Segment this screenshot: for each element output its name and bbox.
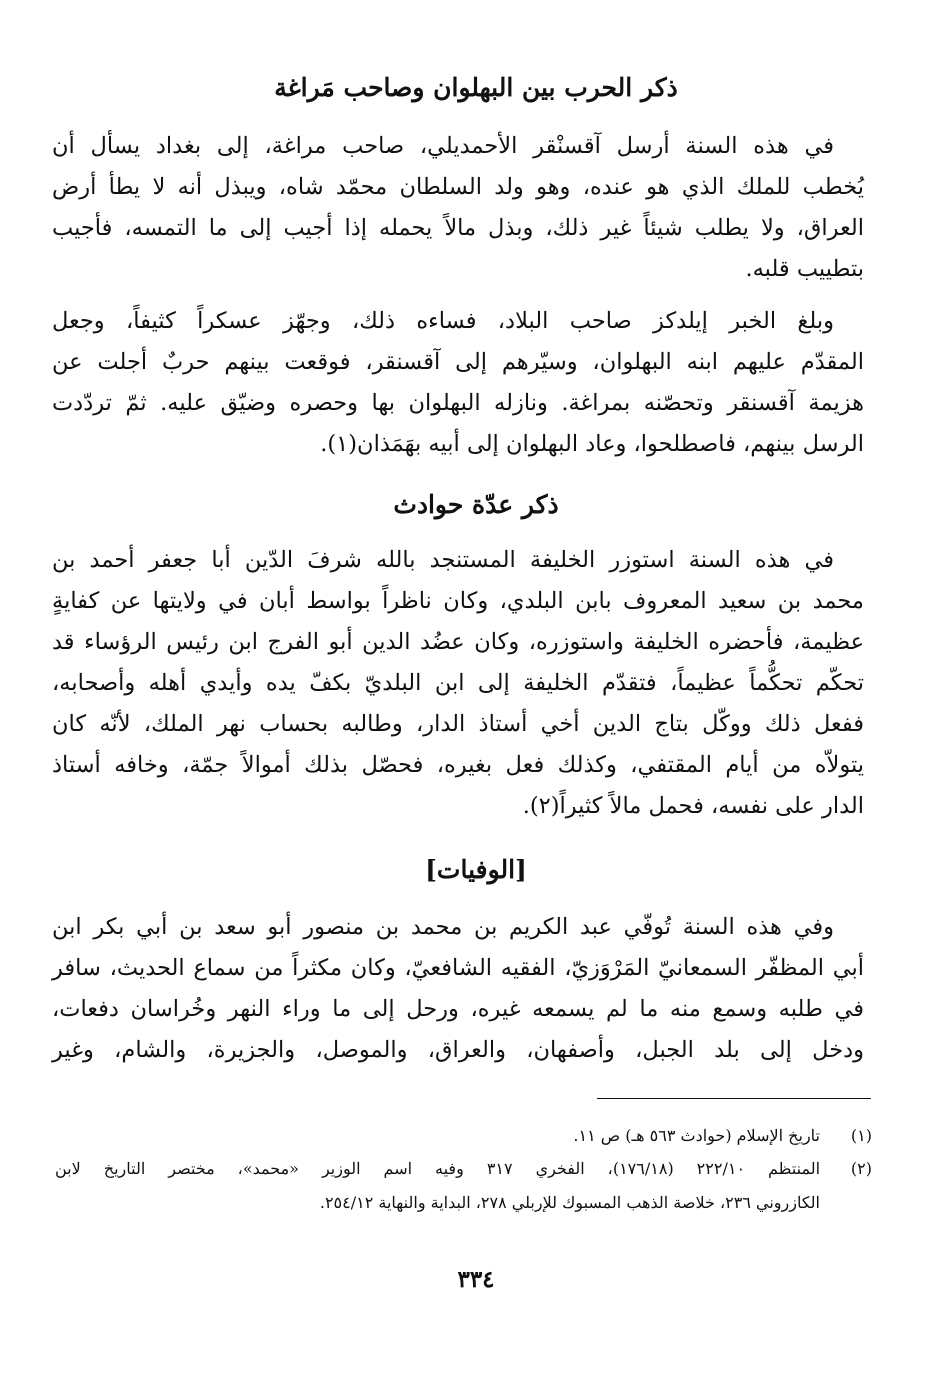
text-line: أبي المظفّر السمعانيّ المَرْوَزيّ، الفقيه الشافعيّ، وكان مكثراً من سماع الحديث، سافر (52, 955, 864, 981)
footnote-text: الكازروني ٢٣٦، خلاصة الذهب المسبوك للإربلي ٢٧٨، البداية والنهاية ٢٥٤/١٢. (319, 1193, 820, 1212)
footnote-2-continued (55, 1189, 872, 1217)
footnote-2 (55, 1155, 872, 1183)
text-line: في هذه السنة أرسل آقسنْقر الأحمديلي، صاحب مراغة، إلى بغداد يسأل أن (52, 133, 834, 159)
text-line: في طلبه وسمع منه ما لم يسمعه غيره، ورحل إلى ما وراء النهر وخُراسان دفعات، (52, 996, 864, 1022)
text-line: هزيمة آقسنقر وتحصّنه بمراغة. ونازله البهلوان بها وحصره وضيّق عليه. ثمّ تردّدت (52, 390, 864, 416)
section-heading-deaths: [الوفيات] (425, 855, 527, 884)
footnote-separator (597, 1098, 871, 1099)
text-line: عظيمة، فأحضره الخليفة واستوزره، وكان عضُد الدين أبو الفرج ابن رئيس الرؤساء قد (52, 629, 864, 655)
text-line: ودخل إلى بلد الجبل، وأصفهان، والعراق، والموصل، والجزيرة، والشام، وغير (52, 1037, 864, 1063)
section-heading-events: ذكر عدّة حوادث (393, 490, 559, 519)
page-number: ٣٣٤ (457, 1266, 495, 1293)
text-line: الدار على نفسه، فحمل مالاً كثيراً(٢). (522, 793, 864, 819)
text-line: محمد بن سعيد المعروف بابن البلدي، وكان ناظراً بواسط أبان في ولايتها عن كفايةٍ (52, 588, 864, 614)
text-line: يُخطب للملك الذي هو عنده، وهو ولد السلطان محمّد شاه، ويبذل أنه لا يطأ أرض (52, 174, 864, 200)
text-line: العراق، ولا يطلب شيئاً غير ذلك، وبذل مالاً يحمله إذا أجيب إلى ما التمسه، فأجيب (52, 215, 864, 241)
text-line: تحكّم تحكُّماً عظيماً، فتقدّم الخليفة إلى ابن البلديّ بكفّ يده وأيدي أهله وأصحابه، (52, 670, 864, 696)
text-line: المقدّم عليهم ابنه البهلوان، وسيّرهم إلى آقسنقر، فوقعت بينهم حربٌ أجلت عن (52, 349, 864, 375)
footnote-text: تاريخ الإسلام (حوادث ٥٦٣ هـ) ص ١١. (573, 1126, 820, 1145)
footnote-number: (١) (850, 1126, 872, 1145)
text-line: وفي هذه السنة تُوفّي عبد الكريم بن محمد بن منصور أبو سعد بن أبي بكر ابن (52, 914, 834, 940)
section-heading-war: ذكر الحرب بين البهلوان وصاحب مَراغة (274, 73, 678, 102)
text-line: الرسل بينهم، فاصطلحوا، وعاد البهلوان إلى أبيه بهَمَذان(١). (320, 431, 864, 457)
text-line: في هذه السنة استوزر الخليفة المستنجد بالله شرفَ الدّين أبا جعفر أحمد بن (52, 547, 834, 573)
footnote-number: (٢) (850, 1159, 872, 1178)
footnote-text: المنتظم ٢٢٢/١٠ (١٧٦/١٨)، الفخري ٣١٧ وفيه اسم الوزير «محمد»، مختصر التاريخ لابن (55, 1159, 821, 1178)
text-line: بتطييب قلبه. (745, 256, 864, 282)
footnote-1 (55, 1122, 872, 1150)
text-line: وبلغ الخبر إيلدكز صاحب البلاد، فساءه ذلك، وجهّز عسكراً كثيفاً، وجعل (52, 308, 834, 334)
text-line: يتولاّه من أيام المقتفي، وكذلك فعل بغيره، فحصّل بذلك أموالاً جمّة، وخافه أستاذ (52, 752, 864, 778)
text-line: ففعل ذلك ووكّل بتاج الدين أخي أستاذ الدار، وطالبه بحساب نهر الملك، لأنّه كان (52, 711, 864, 737)
